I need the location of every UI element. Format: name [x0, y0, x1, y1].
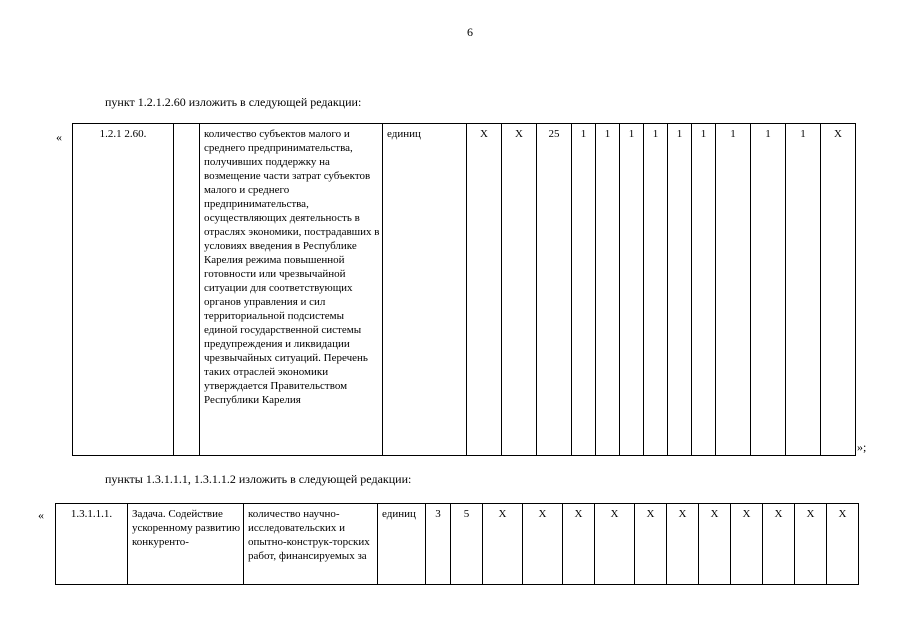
- value-cell: X: [502, 124, 537, 456]
- value-cell: X: [795, 504, 827, 585]
- value-cell: 1: [716, 124, 751, 456]
- row-number: 1.2.1 2.60.: [73, 124, 174, 456]
- value-cell: X: [635, 504, 667, 585]
- value-cell: X: [467, 124, 502, 456]
- value-cell: X: [483, 504, 523, 585]
- unit-cell: единиц: [383, 124, 467, 456]
- value-cell: X: [523, 504, 563, 585]
- value-cell: X: [667, 504, 699, 585]
- value-cell: X: [827, 504, 859, 585]
- value-cell: X: [763, 504, 795, 585]
- opening-quote-2: «: [38, 508, 44, 522]
- value-cell: X: [563, 504, 595, 585]
- task-cell: [174, 124, 200, 456]
- value-cell: 1: [692, 124, 716, 456]
- value-cell: 1: [596, 124, 620, 456]
- value-cell: X: [595, 504, 635, 585]
- value-cell: 1: [751, 124, 786, 456]
- value-cell: 1: [620, 124, 644, 456]
- value-cell: 1: [572, 124, 596, 456]
- value-cell: 1: [668, 124, 692, 456]
- indicator-description: количество научно-исследовательских и опытно-конструк-торских работ, финансируемых за: [244, 504, 378, 585]
- row-number: 1.3.1.1.1.: [56, 504, 128, 585]
- value-cell: 25: [537, 124, 572, 456]
- amendment-table-1: [72, 123, 856, 456]
- amendment-instruction-2: пункты 1.3.1.1.1, 1.3.1.1.2 изложить в следующей редакции:: [105, 472, 412, 486]
- page-number: 6: [467, 25, 473, 39]
- value-cell: 1: [786, 124, 821, 456]
- opening-quote-1: «: [56, 130, 62, 144]
- amendment-table-2: [55, 503, 859, 585]
- value-cell: 3: [426, 504, 451, 585]
- value-cell: X: [699, 504, 731, 585]
- value-cell: 1: [644, 124, 668, 456]
- indicator-description: количество субъектов малого и среднего предпринимательства, получивших поддержку на возмещение части затрат субъектов малого и среднего предпринимательства, осуществляющих деятельность в отраслях экономики, пострадавших в условиях введения в Республике Карелия режима повышенной готовности или чрезвычайной ситуации для соответствующих органов управления и сил территориальной подсистемы единой государственной системы предупреждения и ликвидации чрезвычайных ситуаций. Перечень таких отраслей экономики утверждается Правительством Республики Карелия: [200, 124, 383, 456]
- unit-cell: единиц: [378, 504, 426, 585]
- amendment-instruction-1: пункт 1.2.1.2.60 изложить в следующей редакции:: [105, 95, 362, 109]
- table-row: [56, 504, 859, 585]
- value-cell: X: [731, 504, 763, 585]
- task-cell: Задача. Содействие ускоренному развитию конкуренто-: [128, 504, 244, 585]
- value-cell: X: [821, 124, 856, 456]
- value-cell: 5: [451, 504, 483, 585]
- table-row: [73, 124, 856, 456]
- closing-quote-1: »;: [857, 440, 867, 454]
